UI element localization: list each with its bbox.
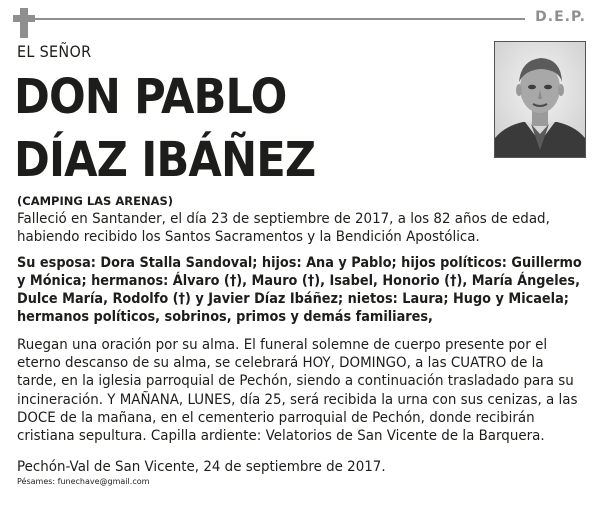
title-prefix: EL SEÑOR [17,42,92,61]
funeral-details: Ruegan una oración por su alma. El funeral solemne de cuerpo presente por el eterno descanso de su alma, se celebrará HOY, DOMINGO, a las CUATRO de la tarde, en la iglesia parroquial de Pechón, siendo a continuación trasladado para su incineración. Y MAÑANA, LUNES, día 25, será recibida la urna con sus cenizas, a las DOCE de la mañana, en el cementerio parroquial de Pechón, donde recibirán cristiana sepultura. Capilla ardiente: Velatorios de San Vicente de la Barquera. [17,336,578,445]
cross-icon [13,8,35,38]
condolences-email: Pésames: funechave@gmail.com [17,477,150,486]
deceased-name-line1: DON PABLO [14,69,287,125]
header-rule [14,18,586,20]
death-announcement: Falleció en Santander, el día 23 de septiembre de 2017, a los 82 años de edad, habiendo recibido los Santos Sacramentos y la Bendición Apostólica. [17,210,550,246]
dep-label: D.E.P. [525,9,586,25]
deceased-name-line2: DÍAZ IBÁÑEZ [14,132,316,188]
place-date: Pechón-Val de San Vicente, 24 de septiembre de 2017. [17,458,386,475]
affiliation: (CAMPING LAS ARENAS) [17,194,174,208]
portrait-photo [494,41,586,158]
family-list: Su esposa: Dora Stalla Sandoval; hijos: Ana y Pablo; hijos políticos: Guillermo y Mónica; hermanos: Álvaro (†), Mauro (†), Isabel, Honorio (†), María Ángeles, Dulce María, Rodolfo (†) y Javier Díaz Ibáñez; nietos: Laura; Hugo y Micaela; hermanos políticos, sobrinos, primos y demás familiares, [17,255,582,325]
